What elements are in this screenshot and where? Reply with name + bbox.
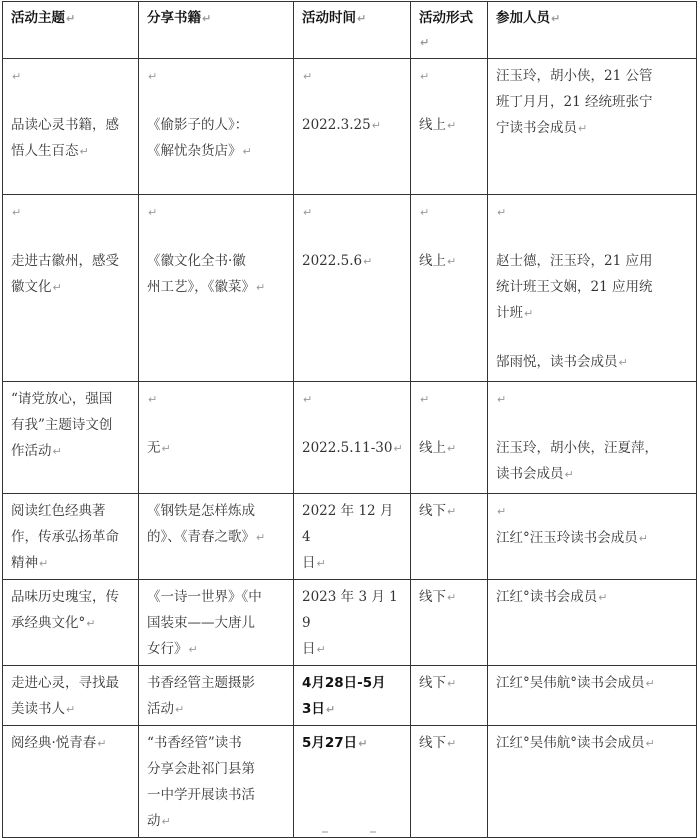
table-row — [3, 195, 697, 382]
page-edge-mark — [320, 829, 380, 835]
cell-time: 2023 年 3 月 19 日↵ — [294, 580, 411, 666]
cell-people: ↵ 赵士德，汪玉玲，21 应用 统计班王文娴，21 应用统 计班↵ 郜雨悦，读书会成员↵ — [488, 195, 697, 382]
cell-people: 江红°读书会成员↵ — [488, 580, 697, 666]
cell-form: ↵ 线上↵ — [411, 59, 488, 195]
cell-books: “书香经管”读书 分享会赴祁门县第 一中学开展读书活 动↵ — [139, 726, 294, 838]
cell-books: ↵ 《徽文化全书·徽 州工艺》，《徽菜》↵ — [139, 195, 294, 382]
table-row — [3, 580, 697, 666]
cell-form: ↵ 线上↵ — [411, 195, 488, 382]
table-header-row — [3, 2, 697, 59]
cell-time: 5月27日↵ — [294, 726, 411, 838]
cell-time: 4月28日-5月 3日↵ — [294, 666, 411, 726]
cell-books: 《钢铁是怎样炼成 的》、《青春之歌》↵ — [139, 494, 294, 580]
activity-table — [2, 1, 697, 838]
cell-theme: 品味历史瑰宝，传 承经典文化°↵ — [3, 580, 139, 666]
cell-time: 2022 年 12 月 4 日↵ — [294, 494, 411, 580]
table-row — [3, 59, 697, 195]
header-form: 活动形式↵ — [411, 2, 488, 59]
table-row — [3, 494, 697, 580]
cell-theme: ↵ 走进古徽州，感受 徽文化↵ — [3, 195, 139, 382]
header-time: 活动时间↵ — [294, 2, 411, 59]
cell-theme: ↵ 品读心灵书籍，感 悟人生百态↵ — [3, 59, 139, 195]
cell-form: ↵ 线上↵ — [411, 382, 488, 494]
header-theme: 活动主题↵ — [3, 2, 139, 59]
cell-time: ↵ 2022.5.6↵ — [294, 195, 411, 382]
cell-theme: “请党放心，强国 有我”主题诗文创 作活动↵ — [3, 382, 139, 494]
cell-people: 汪玉玲，胡小侠，21 公管 班丁月月，21 经统班张宁 宁读书会成员↵ — [488, 59, 697, 195]
activity-document — [2, 1, 696, 829]
cell-form: 线下↵ — [411, 726, 488, 838]
header-people: 参加人员↵ — [488, 2, 697, 59]
cell-books: 书香经管主题摄影 活动↵ — [139, 666, 294, 726]
cell-form: 线下↵ — [411, 580, 488, 666]
cell-time: ↵ 2022.5.11-30↵ — [294, 382, 411, 494]
cell-people: 江红°吴伟航°读书会成员↵ — [488, 726, 697, 838]
header-books: 分享书籍↵ — [139, 2, 294, 59]
cell-people: ↵ 汪玉玲，胡小侠，汪夏萍， 读书会成员↵ — [488, 382, 697, 494]
cell-theme: 走进心灵，寻找最 美读书人↵ — [3, 666, 139, 726]
cell-books: 《一诗一世界》《中 国装束——大唐儿 女行》↵ — [139, 580, 294, 666]
cell-people: ↵ 江红°汪玉玲读书会成员↵ — [488, 494, 697, 580]
table-row — [3, 382, 697, 494]
cell-form: 线下↵ — [411, 666, 488, 726]
cell-theme: 阅读红色经典著 作，传承弘扬革命 精神↵ — [3, 494, 139, 580]
cell-theme: 阅经典·悦青春↵ — [3, 726, 139, 838]
cell-books: ↵ 无↵ — [139, 382, 294, 494]
cell-time: ↵ 2022.3.25↵ — [294, 59, 411, 195]
table-row — [3, 666, 697, 726]
table-row — [3, 726, 697, 838]
cell-people: 江红°吴伟航°读书会成员↵ — [488, 666, 697, 726]
cell-books: ↵ 《偷影子的人》： 《解忧杂货店》↵ — [139, 59, 294, 195]
cell-form: 线下↵ — [411, 494, 488, 580]
